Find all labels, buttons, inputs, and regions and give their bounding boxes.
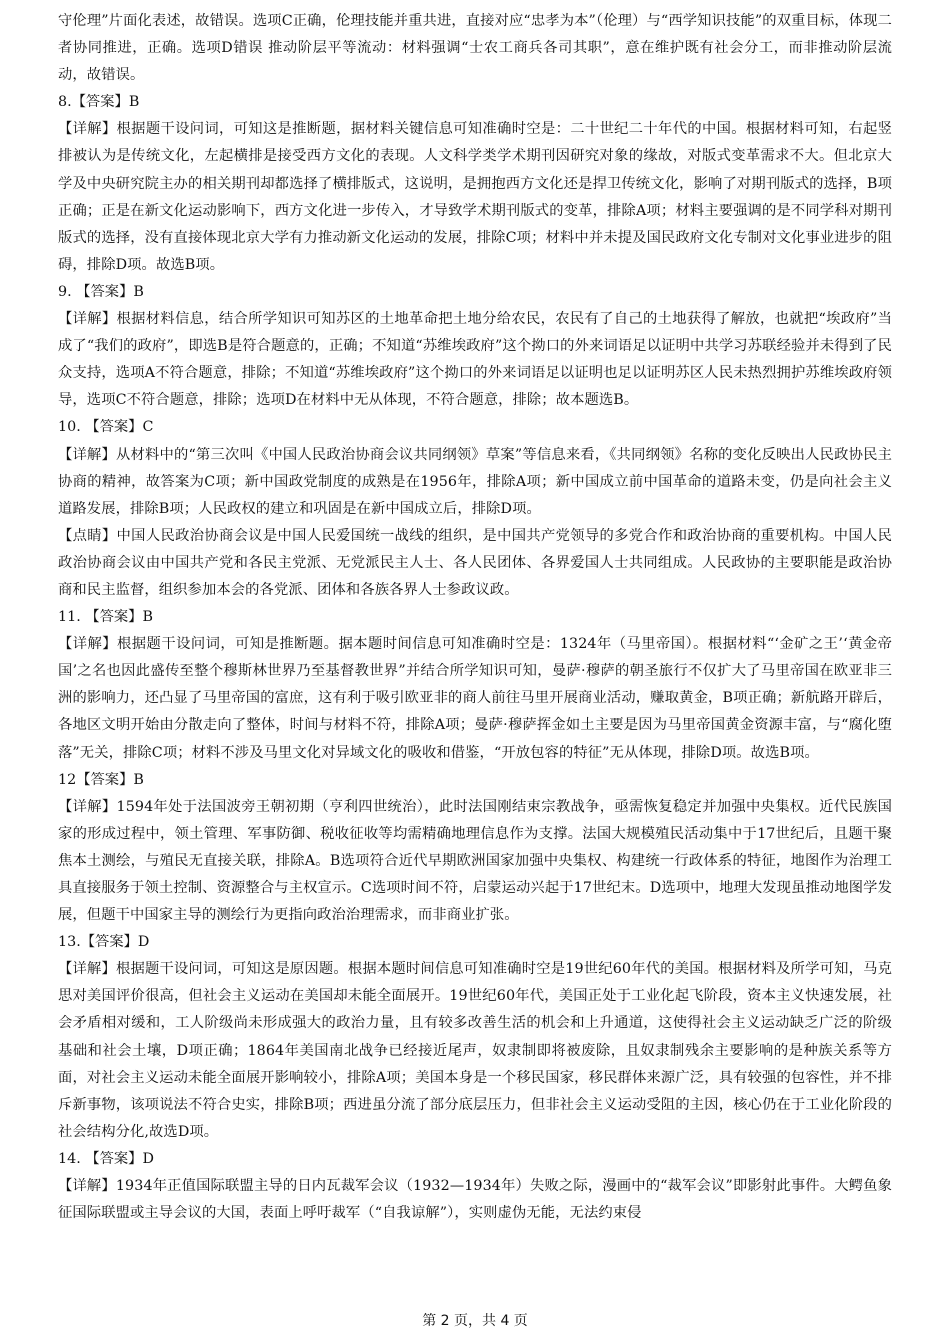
answer-14: 14. 【答案】D xyxy=(58,1150,154,1167)
detail-8: 【详解】根据题干设问词，可知这是推断题，据材料关键信息可知准确时空是：二十世纪二十年代的中国。根据材料可知，右起竖排被认为是传统文化，左起横排是接受西方文化的表现。人文科学类学术期刊因研究对象的缘故，对版式变革需求不大。但北京大学及中央研究院主办的相关期刊却都选择了横排版式，这说明，是拥抱西方文化还是捍卫传统文化，影响了对期刊版式的选择，B项正确；正是在新文化运动影响下，西方文化进一步传入，才导致学术期刊版式的变革，排除A项；材料主要强调的是不同学科对期刊版式的选择，没有直接体现北京大学有力推动新文化运动的发展，排除C项；材料中并未提及国民政府文化专制对文化事业进步的阻碍，排除D项。故选B项。 xyxy=(58,121,892,273)
detail-10: 【详解】从材料中的“第三次叫《中国人民政治协商会议共同纲领》草案”等信息来看，《共同纲领》名称的变化反映出人民政协民主协商的精神，故答案为C项；新中国政党制度的成熟是在1956年，排除A项；新中国成立前中国革命的道路未变，仍是向社会主义道路发展，排除B项；人民政权的建立和巩固是在新中国成立后，排除D项。 xyxy=(58,446,892,517)
answer-8: 8.【答案】B xyxy=(58,94,140,111)
answer-9: 9. 【答案】B xyxy=(58,283,144,300)
detail-11: 【详解】根据题干设问词，可知是推断题。据本题时间信息可知准确时空是：1324年（马里帝国）。根据材料“‘金矿之王’‘黄金帝国’之名也因此盛传至整个穆斯林世界乃至基督教世界”并结合所学知识可知，曼萨·穆萨的朝圣旅行不仅扩大了马里帝国在欧亚非三洲的影响力，还凸显了马里帝国的富庶，这有利于吸引欧亚非的商人前往马里开展商业活动，赚取黄金，B项正确；新航路开辟后，各地区文明开始由分散走向了整体，时间与材料不符，排除A项；曼萨·穆萨挥金如土主要是因为马里帝国黄金资源丰富，与“腐化堕落”无关，排除C项；材料不涉及马里文化对异域文化的吸收和借鉴，“开放包容的特征”无从体现，排除D项。故选B项。 xyxy=(58,636,892,761)
intro-paragraph: 守伦理”片面化表述，故错误。选项C正确，伦理技能并重共进，直接对应“忠孝为本”（伦理）与“西学知识技能”的双重目标，体现二者协同推进，正确。选项D错误 推动阶层平等流动：材料强调“士农工商兵各司其职”，意在维护既有社会分工，而非推动阶层流动，故错误。 xyxy=(58,13,892,84)
detail-13: 【详解】根据题干设问词，可知这是原因题。根据本题时间信息可知准确时空是19世纪60年代的美国。根据材料及所学可知，马克思对美国评价很高，但社会主义运动在美国却未能全面展开。19世纪60年代，美国正处于工业化起飞阶段，资本主义快速发展，社会矛盾相对缓和，工人阶级尚未形成强大的政治力量，且有较多改善生活的机会和上升通道，这使得社会主义运动缺乏广泛的阶级基础和社会土壤，D项正确；1864年美国南北战争已经接近尾声，奴隶制即将被废除，且奴隶制残余主要影响的是种族关系等方面，对社会主义运动未能全面展开影响较小，排除A项；美国本身是一个移民国家，移民群体来源广泛，具有较强的包容性，并不排斥新事物，该项说法不符合史实，排除B项；西进虽分流了部分底层压力，但非社会主义运动受阻的主因，核心仍在于工业化阶段的社会结构分化,故选D项。 xyxy=(58,961,892,1140)
detail-14: 【详解】1934年正值国际联盟主导的日内瓦裁军会议（1932—1934年）失败之际，漫画中的“裁军会议”即影射此事件。大鳄鱼象征国际联盟或主导会议的大国，表面上呼吁裁军（“自我谅解”），实则虚伪无能，无法约束侵 xyxy=(58,1178,892,1222)
detail-9: 【详解】根据材料信息，结合所学知识可知苏区的土地革命把土地分给农民，农民有了自己的土地获得了解放，也就把“埃政府”当成了“我们的政府”，即选B是符合题意的，正确；不知道“苏维埃政府”这个拗口的外来词语足以证明中共学习苏联经验并未得到了民众支持，选项A不符合题意，排除；不知道“苏维埃政府”这个拗口的外来词语足以证明也足以证明苏区人民未热烈拥护苏维埃政府领导，选项C不符合题意，排除；选项D在材料中无从体现，不符合题意，排除；故本题选B。 xyxy=(58,311,892,409)
answer-10: 10. 【答案】C xyxy=(58,419,154,436)
answer-11: 11. 【答案】B xyxy=(58,609,153,626)
answer-13: 13.【答案】D xyxy=(58,934,150,951)
answer-12: 12【答案】B xyxy=(58,771,144,788)
comment-10: 【点睛】中国人民政治协商会议是中国人民爱国统一战线的组织，是中国共产党领导的多党合作和政治协商的重要机构。中国人民政治协商会议由中国共产党和各民主党派、无党派民主人士、各人民团体、各界爱国人士共同组成。人民政协的主要职能是政治协商和民主监督，组织参加本会的各党派、团体和各族各界人士参政议政。 xyxy=(58,527,892,598)
detail-12: 【详解】1594年处于法国波旁王朝初期（亨利四世统治），此时法国刚结束宗教战争，亟需恢复稳定并加强中央集权。近代民族国家的形成过程中，领土管理、军事防御、税收征收等均需精确地理信息作为支撑。法国大规模殖民活动集中于17世纪后，且题干聚焦本土测绘，与殖民无直接关联，排除A。B选项符合近代早期欧洲国家加强中央集权、构建统一行政体系的特征，地图作为治理工具直接服务于领土控制、资源整合与主权宣示。C选项时间不符，启蒙运动兴起于17世纪末。D选项中，地理大发现虽推动地图学发展，但题干中国家主导的测绘行为更指向政治治理需求，而非商业扩张。 xyxy=(58,798,892,924)
page-footer: 第 2 页，共 4 页 xyxy=(422,1313,528,1329)
